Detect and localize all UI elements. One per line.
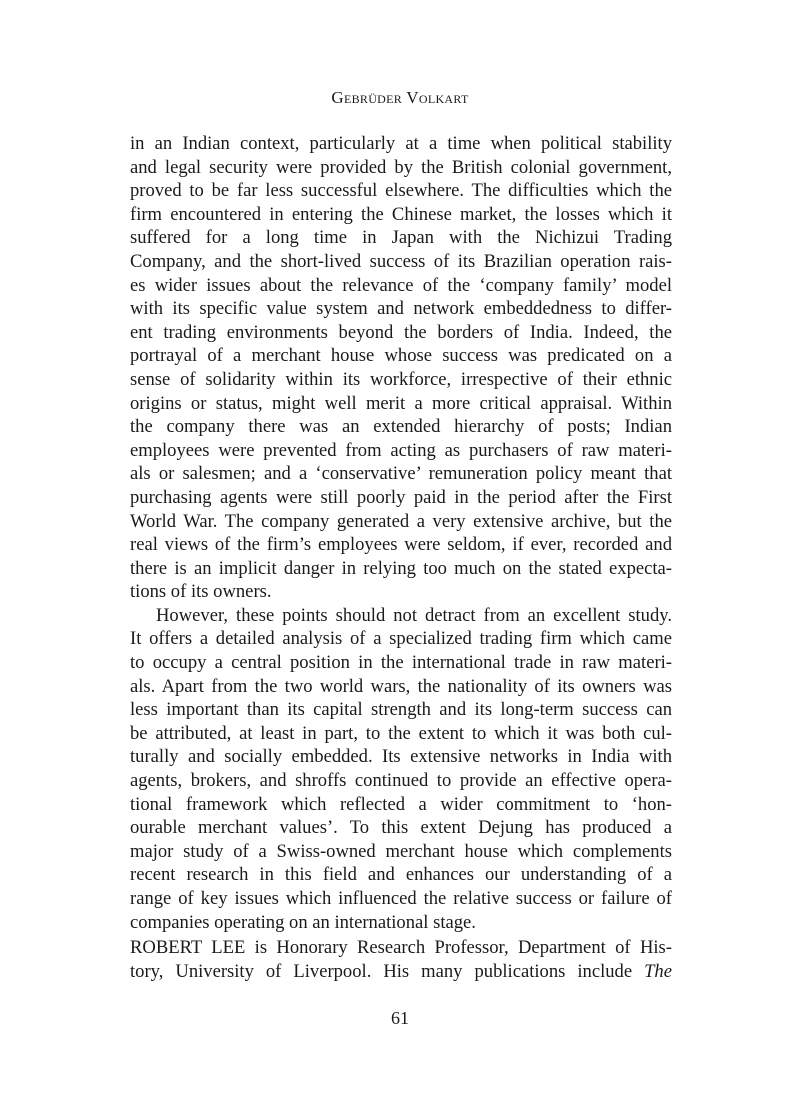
bio-line (130, 960, 672, 984)
bio-line: ROBERT LEE is Honorary Research Professor, Department of His- (130, 937, 672, 958)
text-line: es wider issues about the relevance of the ‘company family’ model (130, 274, 672, 296)
text-line: ourable merchant values’. To this extent Dejung has produced a (130, 817, 672, 839)
page-number: 61 (391, 1008, 409, 1028)
paragraph-2 (130, 604, 672, 934)
bio-book-title: The (644, 960, 672, 982)
text-line: tional framework which reflected a wider commitment to ‘hon- (130, 793, 672, 815)
text-line: However, these points should not detract from an excellent study. (156, 604, 672, 626)
text-line: firm encountered in entering the Chinese market, the losses which it (130, 203, 672, 225)
body-text (130, 132, 672, 934)
author-bio (130, 936, 672, 983)
text-line: turally and socially embedded. Its extensive networks in India with (130, 746, 672, 768)
text-line: tions of its owners. (130, 581, 272, 603)
text-line: real views of the firm’s employees were seldom, if ever, recorded and (130, 534, 672, 556)
bio-line-text: tory, University of Liverpool. His many publications include (130, 960, 633, 982)
text-line: It offers a detailed analysis of a specialized trading firm which came (130, 628, 672, 650)
text-line: be attributed, at least in part, to the extent to which it was both cul- (130, 722, 672, 744)
text-line: major study of a Swiss-owned merchant house which complements (130, 840, 672, 862)
text-line: World War. The company generated a very extensive archive, but the (130, 510, 672, 532)
text-line: companies operating on an international stage. (130, 911, 476, 933)
text-line: suffered for a long time in Japan with the Nichizui Trading (130, 227, 672, 249)
text-line: in an Indian context, particularly at a time when political stability (130, 133, 672, 154)
text-line: to occupy a central position in the international trade in raw materi- (130, 652, 672, 674)
text-line: recent research in this field and enhances our understanding of a (130, 864, 672, 886)
text-line: portrayal of a merchant house whose success was predicated on a (130, 345, 672, 367)
text-line: employees were prevented from acting as purchasers of raw materi- (130, 439, 672, 461)
text-line: ent trading environments beyond the borders of India. Indeed, the (130, 321, 672, 343)
text-line: range of key issues which influenced the relative success or failure of (130, 888, 672, 909)
text-line: and legal security were provided by the British colonial government, (130, 156, 672, 178)
paragraph-1 (130, 132, 672, 604)
text-line: sense of solidarity within its workforce, irrespective of their ethnic (130, 368, 672, 390)
text-line: proved to be far less successful elsewhere. The difficulties which the (130, 180, 672, 202)
text-line: als or salesmen; and a ‘conservative’ remuneration policy meant that (130, 463, 672, 485)
text-line: origins or status, might well merit a more critical appraisal. Within (130, 392, 672, 414)
text-line: the company there was an extended hierarchy of posts; Indian (130, 416, 672, 438)
text-line: there is an implicit danger in relying too much on the stated expecta- (130, 557, 672, 579)
text-line: with its specific value system and network embeddedness to differ- (130, 298, 672, 320)
text-line: agents, brokers, and shroffs continued to provide an effective opera- (130, 770, 672, 792)
text-line: purchasing agents were still poorly paid in the period after the First (130, 486, 672, 508)
text-line: less important than its capital strength and its long-term success can (130, 699, 672, 721)
text-line: als. Apart from the two world wars, the nationality of its owners was (130, 675, 672, 697)
text-line: Company, and the short-lived success of its Brazilian operation rais- (130, 250, 672, 272)
running-head: Gebrüder Volkart (331, 88, 469, 107)
